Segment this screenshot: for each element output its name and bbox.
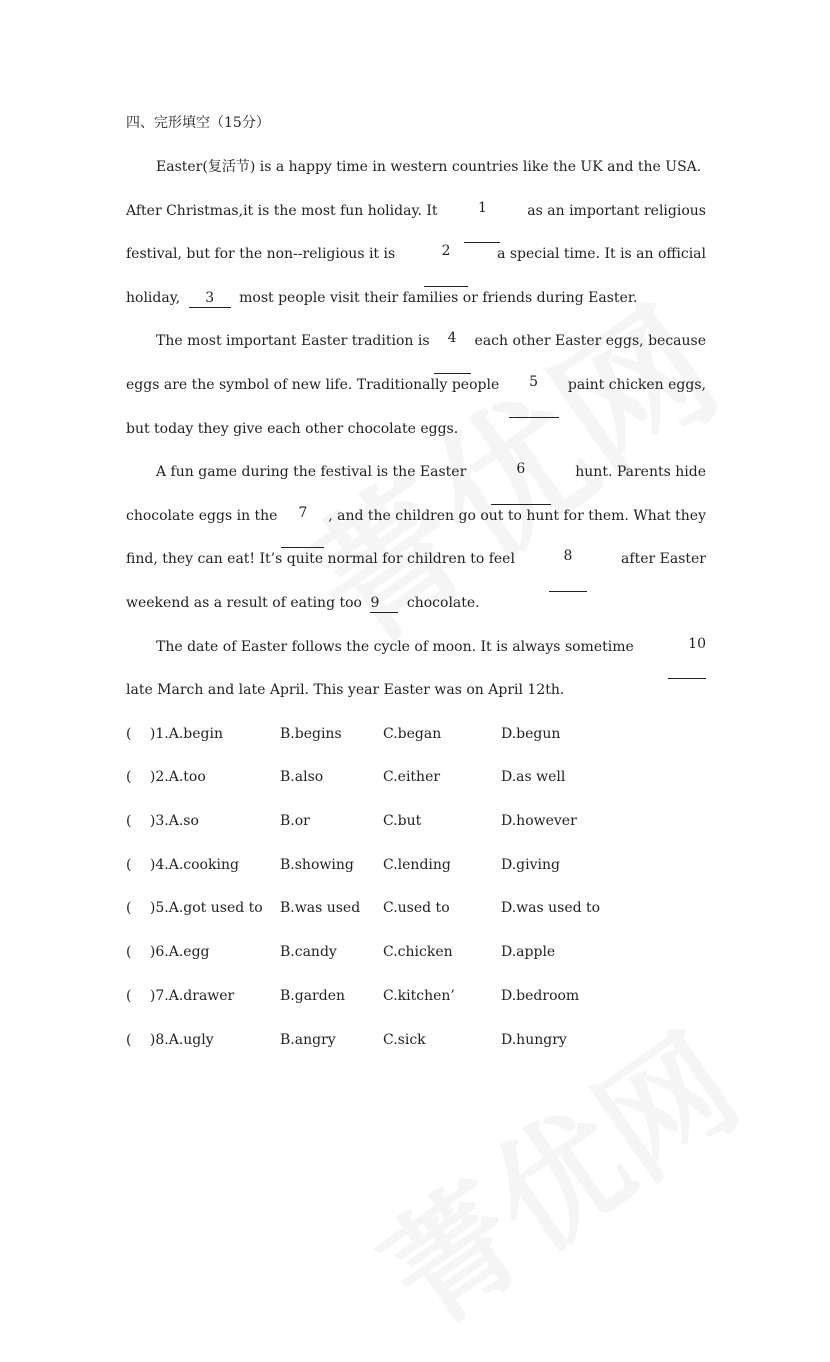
question-row: ( )3.A.so B.or C.but D.however bbox=[126, 813, 577, 830]
passage-line: A fun game during the festival is the Easter 6 hunt. Parents hide bbox=[126, 461, 706, 505]
passage-line: eggs are the symbol of new life. Traditionally people 5 paint chicken eggs, bbox=[126, 374, 706, 418]
document-page bbox=[126, 112, 706, 1072]
passage-line: find, they can eat! It’s quite normal for children to feel 8 after Easter bbox=[126, 548, 706, 592]
question-options bbox=[126, 723, 706, 1073]
question-row: ( )6.A.egg B.candy C.chicken D.apple bbox=[126, 944, 556, 961]
question-row: ( )8.A.ugly B.angry C.sick D.hungry bbox=[126, 1031, 567, 1048]
passage-line: holiday, 3 most people visit their families or friends during Easter. bbox=[126, 289, 638, 306]
blank-5: 5 bbox=[509, 374, 559, 418]
question-row: ( )1.A.begin B.begins C.began D.begun bbox=[126, 725, 561, 742]
passage-line: late March and late April. This year Easter was on April 12th. bbox=[126, 682, 565, 699]
question-row: ( )4.A.cooking B.showing C.lending D.giving bbox=[126, 856, 560, 873]
section-title: 四、完形填空（15分） bbox=[126, 115, 270, 131]
question-row: ( )7.A.drawer B.garden C.kitchen’ D.bedroom bbox=[126, 987, 580, 1004]
passage-line: but today they give each other chocolate eggs. bbox=[126, 420, 459, 437]
passage-line: After Christmas,it is the most fun holiday. It 1 as an important religious bbox=[126, 200, 706, 244]
blank-1: 1 bbox=[464, 200, 500, 244]
blank-3: 3 bbox=[189, 290, 231, 308]
blank-10: 10 bbox=[668, 636, 706, 680]
passage-line: festival, but for the non--religious it is 2 a special time. It is an official bbox=[126, 243, 706, 287]
passage-line: weekend as a result of eating too 9 chocolate. bbox=[126, 594, 480, 611]
passage-line: Easter(复活节) is a happy time in western countries like the UK and the USA. bbox=[156, 159, 702, 175]
blank-6: 6 bbox=[491, 461, 551, 505]
passage-line: chocolate eggs in the 7 , and the children go out to hunt for them. What they bbox=[126, 505, 706, 549]
blank-2: 2 bbox=[424, 243, 468, 287]
passage-line: The date of Easter follows the cycle of moon. It is always sometime 10 bbox=[126, 636, 706, 680]
blank-8: 8 bbox=[549, 548, 587, 592]
question-row: ( )5.A.got used to B.was used C.used to D.was used to bbox=[126, 900, 601, 917]
blank-4: 4 bbox=[434, 330, 471, 374]
question-row: ( )2.A.too B.also C.either D.as well bbox=[126, 769, 566, 786]
blank-7: 7 bbox=[281, 505, 324, 549]
blank-9: 9 bbox=[370, 595, 398, 613]
passage-line: The most important Easter tradition is 4 each other Easter eggs, because bbox=[126, 330, 706, 374]
